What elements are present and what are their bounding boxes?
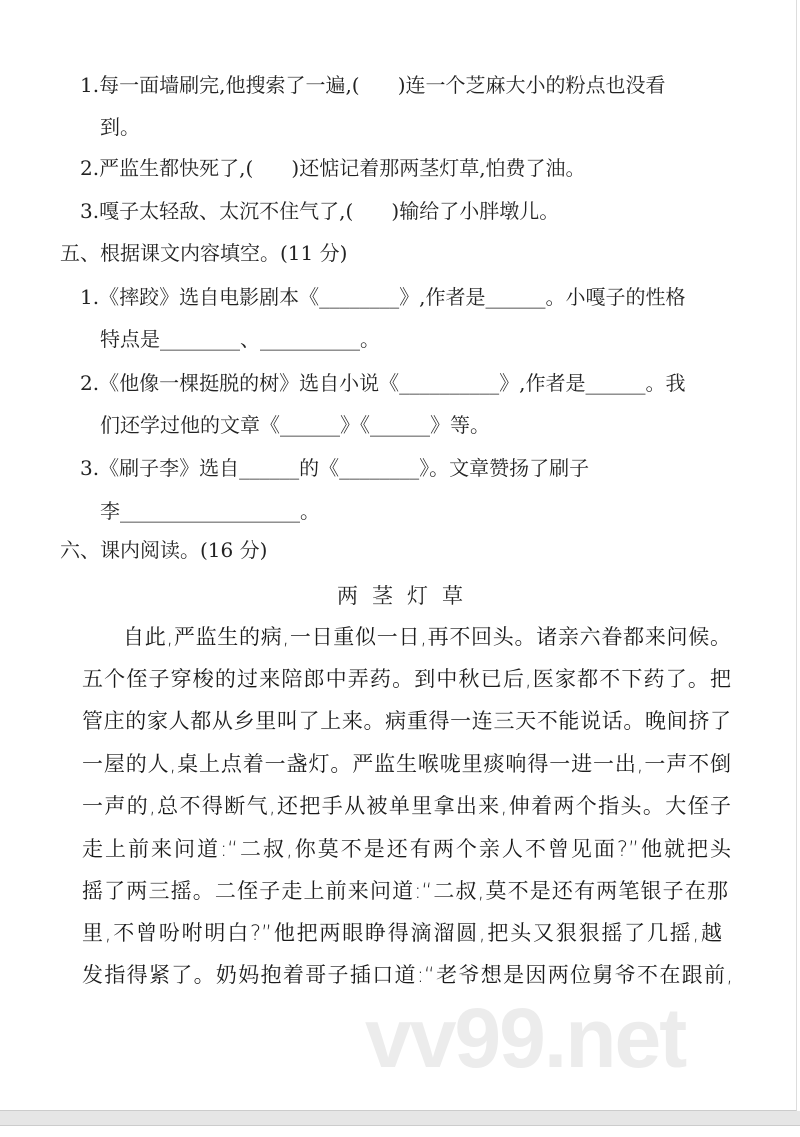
watermark: vv99.net <box>365 991 686 1085</box>
passage-line: 管庄的家人都从乡里叫了上来。病重得一连三天不能说话。晚间挤了 <box>82 709 731 733</box>
section-five-q1-cont: 特点是________、__________。 <box>100 327 380 351</box>
passage-line: 摇了两三摇。二侄子走上前来问道:“二叔,莫不是还有两笔银子在那 <box>82 879 728 903</box>
passage-line: 五个侄子穿梭的过来陪郎中弄药。到中秋已后,医家都不下药了。把 <box>82 667 731 691</box>
passage-line: 自此,严监生的病,一日重似一日,再不回头。诸亲六眷都来问候。 <box>123 625 731 649</box>
passage-line: 一声的,总不得断气,还把手从被单里拿出来,伸着两个指头。大侄子 <box>82 794 731 818</box>
question-4-1: 1.每一面墙刷完,他搜索了一遍,( )连一个芝麻大小的粉点也没看 <box>80 73 666 97</box>
passage-title: 两茎灯草 <box>337 584 477 608</box>
section-five-q2: 2.《他像一棵挺脱的树》选自小说《__________》,作者是______。我 <box>80 371 686 395</box>
question-4-1-cont: 到。 <box>100 115 140 139</box>
section-five-q1: 1.《摔跤》选自电影剧本《________》,作者是______。小嘎子的性格 <box>80 285 686 309</box>
section-five-heading: 五、根据课文内容填空。(11 分) <box>60 241 348 265</box>
page-separator <box>0 1111 800 1126</box>
question-4-2: 2.严监生都快死了,( )还惦记着那两茎灯草,怕费了油。 <box>80 156 586 180</box>
section-five-q3: 3.《刷子李》选自______的《________》。文章赞扬了刷子 <box>80 456 590 480</box>
question-4-3: 3.嘎子太轻敌、太沉不住气了,( )输给了小胖墩儿。 <box>80 199 560 223</box>
passage-line: 发指得紧了。奶妈抱着哥子插口道:“老爷想是因两位舅爷不在跟前, <box>82 963 733 987</box>
passage-line: 走上前来问道:“二叔,你莫不是还有两个亲人不曾见面?”他就把头 <box>82 837 731 861</box>
section-five-q3-cont: 李__________________。 <box>100 499 320 523</box>
passage-line: 里,不曾吩咐明白?”他把两眼睁得滴溜圆,把头又狠狠摇了几摇,越 <box>82 921 722 945</box>
section-six-heading: 六、课内阅读。(16 分) <box>60 538 268 562</box>
section-five-q2-cont: 们还学过他的文章《______》《______》等。 <box>100 413 490 437</box>
passage-line: 一屋的人,桌上点着一盏灯。严监生喉咙里痰响得一进一出,一声不倒 <box>82 752 731 776</box>
